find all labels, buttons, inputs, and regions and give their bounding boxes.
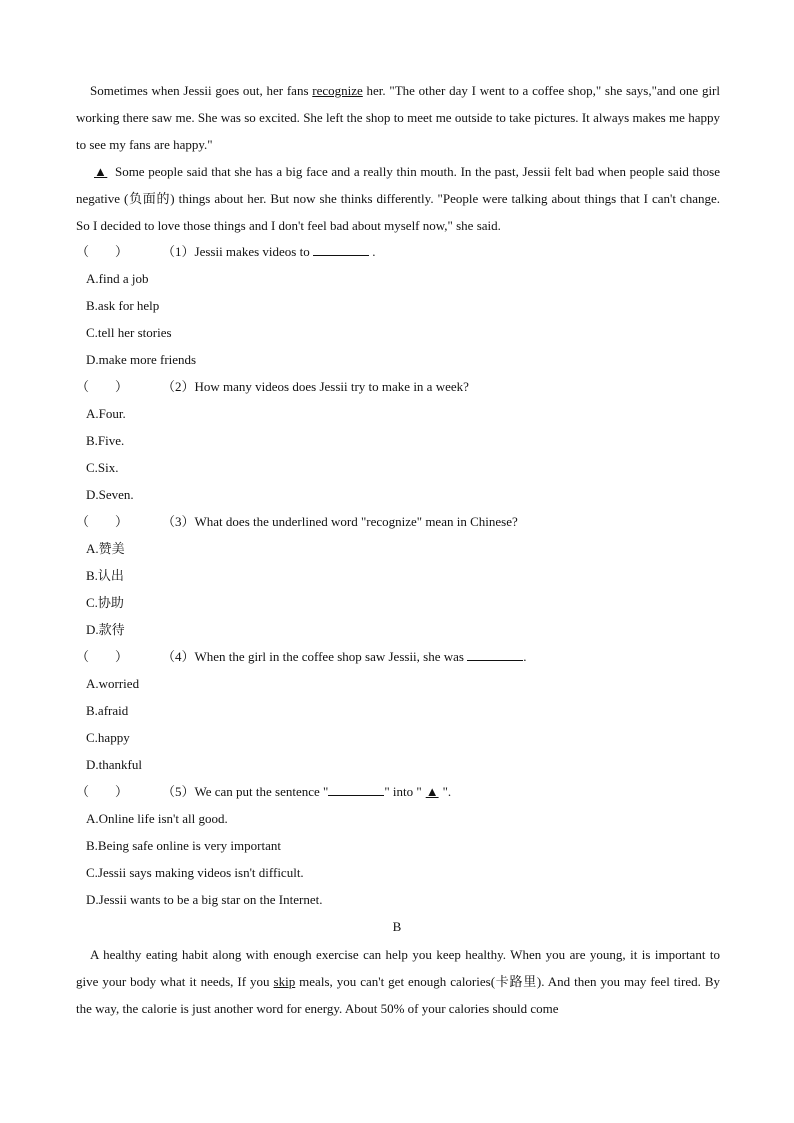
paragraph-text: Sometimes when Jessii goes out, her fans (90, 83, 313, 98)
q5-option-c: C.Jessii says making videos isn't difficult. (86, 865, 304, 880)
q4-option-b: B.afraid (86, 703, 129, 718)
question-1 (76, 243, 375, 261)
question-2 (76, 378, 469, 396)
passage-a-paragraph-1 (76, 77, 720, 158)
passage-a-paragraph-2 (76, 158, 720, 239)
q4-option-c: C.happy (86, 730, 130, 745)
q3-option-c: C.协助 (86, 595, 124, 610)
q5-option-d: D.Jessii wants to be a big star on the Internet. (86, 892, 323, 907)
question-number: （2） (162, 379, 195, 394)
question-number: （5） (162, 784, 195, 799)
question-stem: We can put the sentence " (194, 784, 329, 799)
q4-option-a: A.worried (86, 676, 140, 691)
answer-paren: （ ） (76, 244, 129, 259)
paragraph-text: meals, you can't get enough calories(卡路里). And then you may feel tired. By the way, the calorie is just another word for energy. About 50% of your calories should come (76, 974, 720, 1016)
question-stem: How many videos does Jessii try to make in a week? (194, 379, 469, 394)
answer-blank (313, 243, 369, 256)
paragraph-text: Some people said that she has a big face and a really thin mouth. In the past, Jessii felt bad when people said those negative (负面的) things about her. But now she thinks differently. "People were talking about things that I can't change. So I decided to love those things and I don't feel bad about myself now," she said. (76, 164, 720, 233)
q1-option-c: C.tell her stories (86, 325, 172, 340)
answer-paren: （ ） (76, 784, 129, 799)
q5-option-b: B.Being safe online is very important (86, 838, 281, 853)
q1-option-b: B.ask for help (86, 298, 160, 313)
question-3 (76, 513, 518, 531)
underlined-word-recognize: recognize (312, 83, 363, 98)
question-stem-mid: " into " (384, 784, 422, 799)
paragraph-text: her. "The other day I went to a coffee shop," she says,"and one girl working there saw me. She was so excited. She left the shop to meet me outside to take pictures. It always makes me happy to see my fans are happy." (76, 83, 720, 152)
q4-option-d: D.thankful (86, 757, 142, 772)
blank-marker: ▲ (425, 784, 439, 799)
question-5 (76, 783, 451, 801)
answer-blank (328, 783, 384, 796)
question-4 (76, 648, 526, 666)
question-stem: What does the underlined word "recognize" mean in Chinese? (194, 514, 518, 529)
q1-option-a: A.find a job (86, 271, 149, 286)
question-stem-end: . (368, 244, 376, 259)
answer-blank (467, 648, 523, 661)
q2-option-d: D.Seven. (86, 487, 134, 502)
blank-marker: ▲ (94, 164, 108, 179)
question-stem-end: . (523, 649, 527, 664)
q2-option-a: A.Four. (86, 406, 126, 421)
q5-option-a: A.Online life isn't all good. (86, 811, 228, 826)
section-b-heading: B (392, 919, 402, 934)
underlined-word-skip: skip (273, 974, 296, 989)
answer-paren: （ ） (76, 379, 129, 394)
answer-paren: （ ） (76, 649, 129, 664)
question-number: （1） (162, 244, 195, 259)
q1-option-d: D.make more friends (86, 352, 197, 367)
question-stem-end: ". (442, 784, 452, 799)
question-stem: Jessii makes videos to (194, 244, 313, 259)
paragraph-text: A healthy eating habit along with enough exercise can help you keep healthy. When you are young, it is important to give your body what it needs, If you (76, 947, 720, 989)
passage-b-paragraph-1 (76, 941, 720, 1022)
question-number: （3） (162, 514, 195, 529)
q3-option-a: A.赞美 (86, 541, 125, 556)
answer-paren: （ ） (76, 514, 129, 529)
q2-option-c: C.Six. (86, 460, 119, 475)
q2-option-b: B.Five. (86, 433, 125, 448)
question-stem: When the girl in the coffee shop saw Jessii, she was (194, 649, 468, 664)
q3-option-d: D.款待 (86, 622, 125, 637)
question-number: （4） (162, 649, 195, 664)
q3-option-b: B.认出 (86, 568, 124, 583)
